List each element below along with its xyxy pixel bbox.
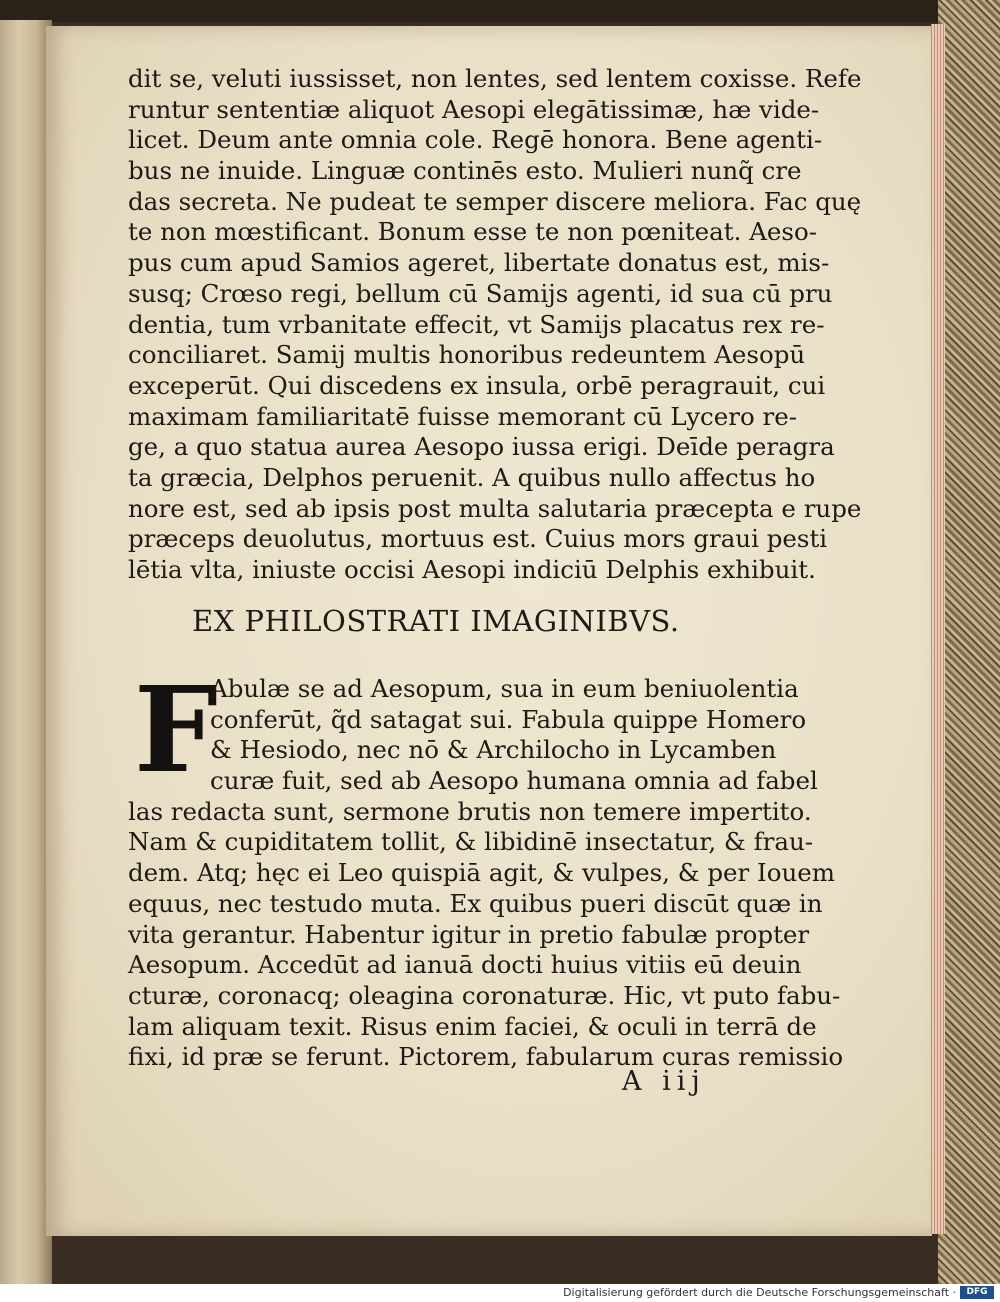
binding-top — [0, 0, 1000, 22]
text-line: las redacta sunt, sermone brutis non temere impertito. — [128, 796, 812, 826]
text-line: conferūt, q̃d satagat sui. Fabula quippe Homero — [210, 704, 807, 734]
text-line: runtur sententiæ aliquot Aesopi elegātissimæ, hæ vide- — [128, 94, 820, 124]
text-line: curæ fuit, sed ab Aesopo humana omnia ad fabel — [210, 766, 818, 796]
text-line: lētia vlta, iniuste occisi Aesopi indiciū Delphis exhibuit. — [128, 555, 816, 584]
text-line: Nam & cupiditatem tollit, & libidinē insectatur, & frau- — [128, 827, 814, 857]
text-line: cturæ, coronacq; oleagina coronaturæ. Hic, vt puto fabu- — [128, 980, 841, 1010]
text-line: exceperūt. Qui discedens ex insula, orbē peragrauit, cui — [128, 370, 826, 400]
page-signature: A iij — [622, 1066, 706, 1097]
text-line: dit se, veluti iussisset, non lentes, sed lentem coxisse. Refe — [128, 64, 862, 93]
text-line: nore est, sed ab ipsis post multa salutaria præcepta e rupe — [128, 493, 862, 523]
text-line: equus, nec testudo muta. Ex quibus pueri discūt quæ in — [128, 888, 823, 918]
marbled-cover-right — [938, 0, 1000, 1284]
text-line: te non mœstificant. Bonum esse te non pœniteat. Aeso- — [128, 217, 817, 247]
text-line: dem. Atq; hęc ei Leo quispiā agit, & vulpes, & per Iouem — [128, 858, 835, 888]
text-line: lam aliquam texit. Risus enim faciei, & oculi in terrā de — [128, 1011, 817, 1041]
page-edges — [931, 24, 945, 1234]
text-line: præceps deuolutus, mortuus est. Cuius mors graui pesti — [128, 524, 828, 554]
text-line: Aesopum. Accedūt ad ianuā docti huius vitiis eū deuin — [128, 950, 802, 980]
text-line: das secreta. Ne pudeat te semper discere meliora. Fac quę — [128, 186, 862, 216]
drop-capital: F — [134, 660, 218, 799]
paragraph-top — [128, 64, 862, 586]
funding-credit: Digitalisierung gefördert durch die Deutsche Forschungsgemeinschaft · — [563, 1286, 956, 1299]
text-line: Abulæ se ad Aesopum, sua in eum beniuolentia — [210, 674, 799, 703]
paragraph-bottom — [128, 660, 844, 1073]
section-heading: EX PHILOSTRATI IMAGINIBVS. — [192, 604, 680, 638]
text-line: vita gerantur. Habentur igitur in pretio fabulæ propter — [128, 919, 810, 949]
dfg-logo-icon: DFG — [960, 1286, 994, 1299]
text-line: maximam familiaritatē fuisse memorant cū Lycero re- — [128, 401, 797, 431]
binding-left — [0, 20, 52, 1284]
text-line: conciliaret. Samij multis honoribus redeuntem Aesopū — [128, 340, 806, 370]
text-line: dentia, tum vrbanitate effecit, vt Samijs placatus rex re- — [128, 309, 825, 339]
text-line: & Hesiodo, nec nō & Archilocho in Lycamben — [210, 735, 777, 765]
text-line: bus ne inuide. Linguæ continēs esto. Mulieri nunq̃ cre — [128, 156, 802, 186]
text-line: ge, a quo statua aurea Aesopo iussa erigi. Deīde peragra — [128, 432, 835, 462]
footer-bar — [0, 1284, 1000, 1302]
text-line: ta græcia, Delphos peruenit. A quibus nullo affectus ho — [128, 462, 816, 492]
text-line: licet. Deum ante omnia cole. Regē honora. Bene agenti- — [128, 125, 823, 155]
text-line: fixi, id præ se ferunt. Pictorem, fabularum curas remissio — [128, 1042, 844, 1072]
text-line: susq; Crœso regi, bellum cū Samijs agenti, id sua cū pru — [128, 278, 833, 308]
text-line: pus cum apud Samios ageret, libertate donatus est, mis- — [128, 248, 830, 278]
